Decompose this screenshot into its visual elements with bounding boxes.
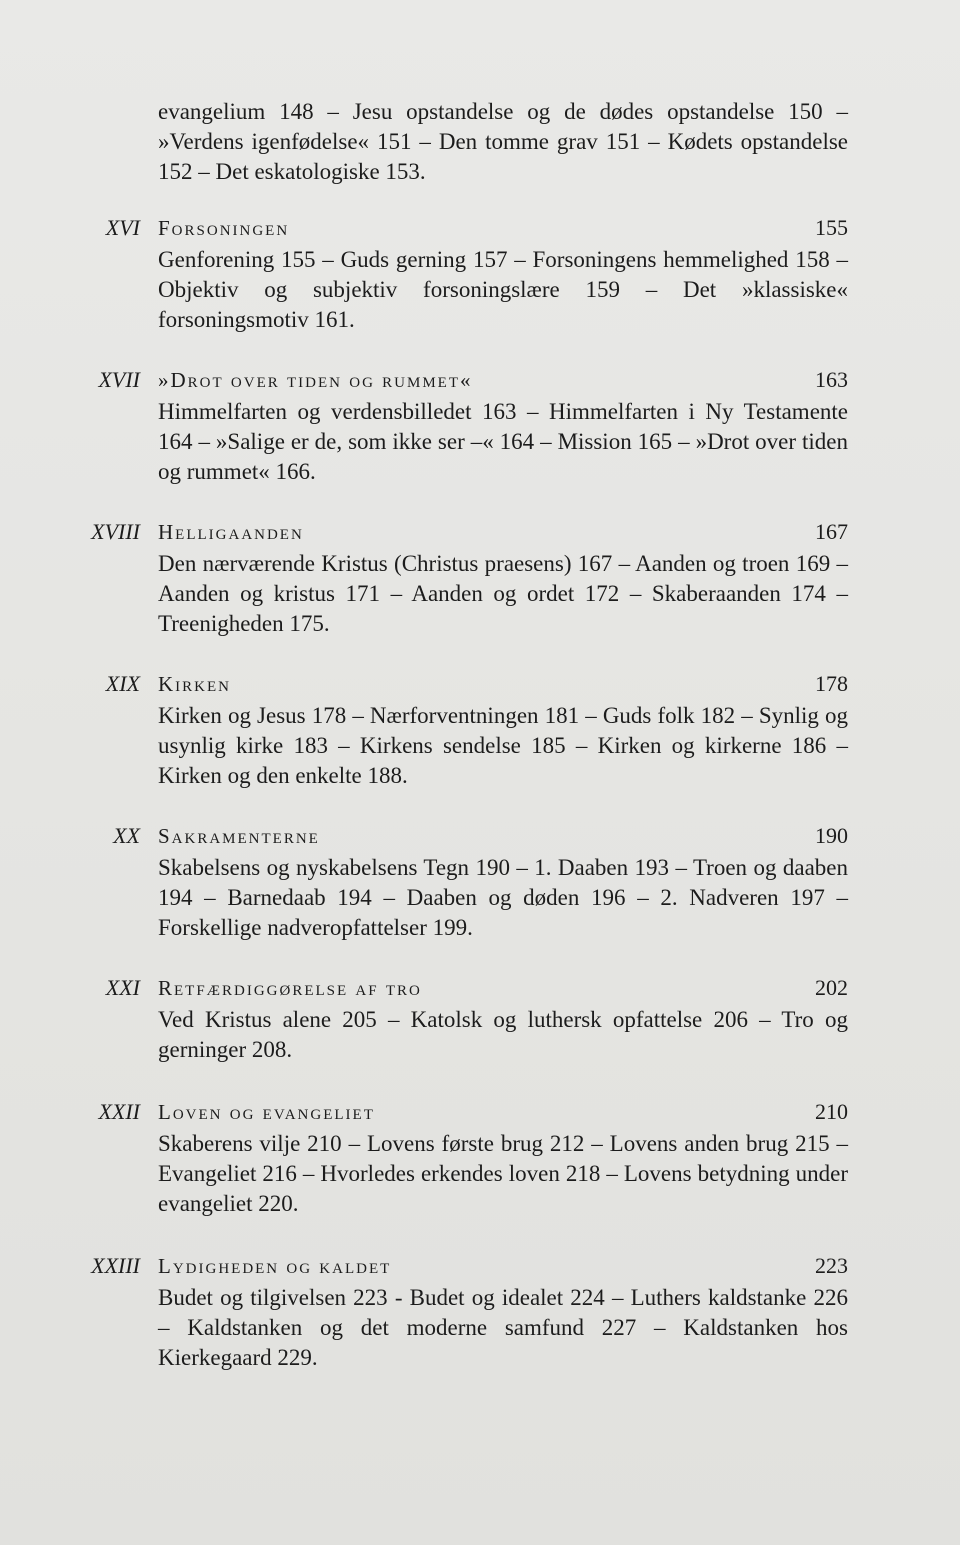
table-of-contents — [91, 97, 848, 1373]
chapter-title: »Drot over tiden og rummet« — [158, 368, 473, 392]
chapter-title: Lydigheden og kaldet — [158, 1254, 392, 1278]
chapter-title: Kirken — [158, 672, 231, 696]
chapter-heading — [91, 515, 848, 549]
chapter-contents-text: Den nærværende Kristus (Christus praesens) 167 – Aanden og troen 169 – Aanden og kristus 171 – Aanden og ordet 172 – Skaberaanden 174 – Treenigheden 175. — [158, 551, 848, 636]
chapter-page-number: 190 — [815, 823, 848, 848]
chapter-title: Sakramenterne — [158, 824, 320, 848]
chapter-entry-xix — [105, 667, 848, 791]
chapter-heading — [98, 363, 848, 397]
chapter-contents-text: Skabelsens og nyskabelsens Tegn 190 – 1. Daaben 193 – Troen og daaben 194 – Barnedaab 194 – Daaben og døden 196 – 2. Nadveren 197 – Forskellige nadveropfattelser 199. — [158, 855, 848, 940]
chapter-entry-xxi — [105, 971, 848, 1065]
chapter-numeral: XVII — [98, 367, 140, 392]
chapter-heading — [91, 1249, 848, 1283]
chapter-numeral: XXII — [98, 1099, 140, 1124]
chapter-contents-text: Budet og tilgivelsen 223 - Budet og idealet 224 – Luthers kaldstanke 226 – Kaldstanken og det moderne samfund 227 – Kaldstanken hos Kierkegaard 229. — [158, 1285, 848, 1370]
chapter-entry-xvii — [98, 363, 848, 487]
chapter-page-number: 223 — [815, 1253, 848, 1278]
chapter-contents-text: Ved Kristus alene 205 – Katolsk og luthersk opfattelse 206 – Tro og gerninger 208. — [158, 1007, 848, 1062]
chapter-contents-text: Skaberens vilje 210 – Lovens første brug 212 – Lovens anden brug 215 – Evangeliet 216 – Hvorledes erkendes loven 218 – Lovens betydning under evangeliet 220. — [158, 1131, 848, 1216]
chapter-page-number: 210 — [815, 1099, 848, 1124]
chapter-title: Forsoningen — [158, 216, 290, 240]
chapter-numeral: XXI — [105, 975, 140, 1000]
chapter-page-number: 167 — [815, 519, 848, 544]
chapter-entry-xxiii — [91, 1249, 848, 1373]
chapter-page-number: 178 — [815, 671, 848, 696]
chapter-page-number: 163 — [815, 367, 848, 392]
chapter-numeral: XXIII — [91, 1253, 140, 1278]
chapter-entry-xx — [113, 819, 848, 943]
chapter-numeral: XX — [113, 823, 140, 848]
chapter-heading — [105, 667, 848, 701]
chapter-numeral: XVIII — [91, 519, 140, 544]
chapter-entry-xvi — [105, 211, 848, 335]
chapter-heading — [98, 1095, 848, 1129]
chapter-contents-text: Kirken og Jesus 178 – Nærforventningen 181 – Guds folk 182 – Synlig og usynlig kirke 183 – Kirkens sendelse 185 – Kirken og kirkerne 186 – Kirken og den enkelte 188. — [158, 703, 848, 788]
chapter-title: Loven og evangeliet — [158, 1100, 375, 1124]
chapter-entry-xviii — [91, 515, 848, 639]
chapter-heading — [105, 211, 848, 245]
chapter-contents-text: Himmelfarten og verdensbilledet 163 – Himmelfarten i Ny Testamente 164 – »Salige er de, som ikke ser –« 164 – Mission 165 – »Drot over tiden og rummet« 166. — [158, 399, 848, 484]
chapter-title: Helligaanden — [158, 520, 304, 544]
chapter-heading — [113, 819, 848, 853]
intro-continuation-text: evangelium 148 – Jesu opstandelse og de dødes opstandelse 150 – »Verdens igenfødelse« 151 – Den tomme grav 151 – Kødets opstandelse 152 – Det eskatologiske 153. — [158, 99, 848, 184]
chapter-entry-xxii — [98, 1095, 848, 1219]
chapter-heading — [105, 971, 848, 1005]
chapter-page-number: 155 — [815, 215, 848, 240]
chapter-contents-text: Genforening 155 – Guds gerning 157 – Forsoningens hemmelighed 158 – Objektiv og subjektiv forsoningslære 159 – Det »klassiske« forsoningsmotiv 161. — [158, 247, 848, 332]
chapter-page-number: 202 — [815, 975, 848, 1000]
chapter-numeral: XIX — [105, 671, 140, 696]
chapter-numeral: XVI — [105, 215, 140, 240]
chapter-title: Retfærdiggørelse af tro — [158, 976, 422, 1000]
